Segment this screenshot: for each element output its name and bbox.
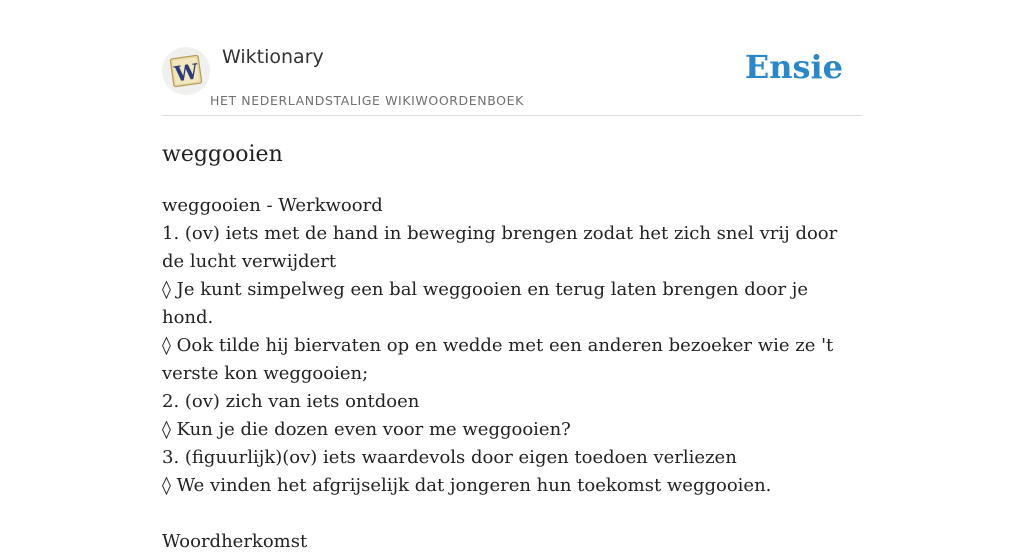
section-heading-etymology: Woordherkomst xyxy=(162,531,308,552)
wiktionary-tile-icon xyxy=(167,52,205,90)
site-tagline: HET NEDERLANDSTALIGE WIKIWOORDENBOEK xyxy=(210,93,524,108)
page-title: weggooien xyxy=(162,142,283,167)
definition-3: 3. (figuurlijk)(ov) iets waardevols door eigen toedoen verliezen xyxy=(162,447,737,468)
definition-2: 2. (ov) zich van iets ontdoen xyxy=(162,391,420,412)
example-3-1: ◊ We vinden het afgrijselijk dat jongeren hun toekomst weggooien. xyxy=(162,475,772,496)
example-1-2: ◊ Ook tilde hij biervaten op en wedde met een anderen bezoeker wie ze 't verste kon weggooien; xyxy=(162,335,834,384)
logo-letter: W xyxy=(172,58,200,87)
ensie-brand-link[interactable]: Ensie xyxy=(744,48,843,86)
example-2-1: ◊ Kun je die dozen even voor me weggooien? xyxy=(162,419,571,440)
wiktionary-logo[interactable] xyxy=(162,47,210,95)
section-spacer xyxy=(162,500,862,528)
site-name[interactable]: Wiktionary xyxy=(222,46,324,68)
example-1-1: ◊ Je kunt simpelweg een bal weggooien en terug laten brengen door je hond. xyxy=(162,279,809,328)
entry-content xyxy=(162,192,862,556)
site-header xyxy=(162,0,862,116)
definition-1: 1. (ov) iets met de hand in beweging brengen zodat het zich snel vrij door de lucht verwijdert xyxy=(162,223,838,272)
entry-heading: weggooien - Werkwoord xyxy=(162,195,383,216)
